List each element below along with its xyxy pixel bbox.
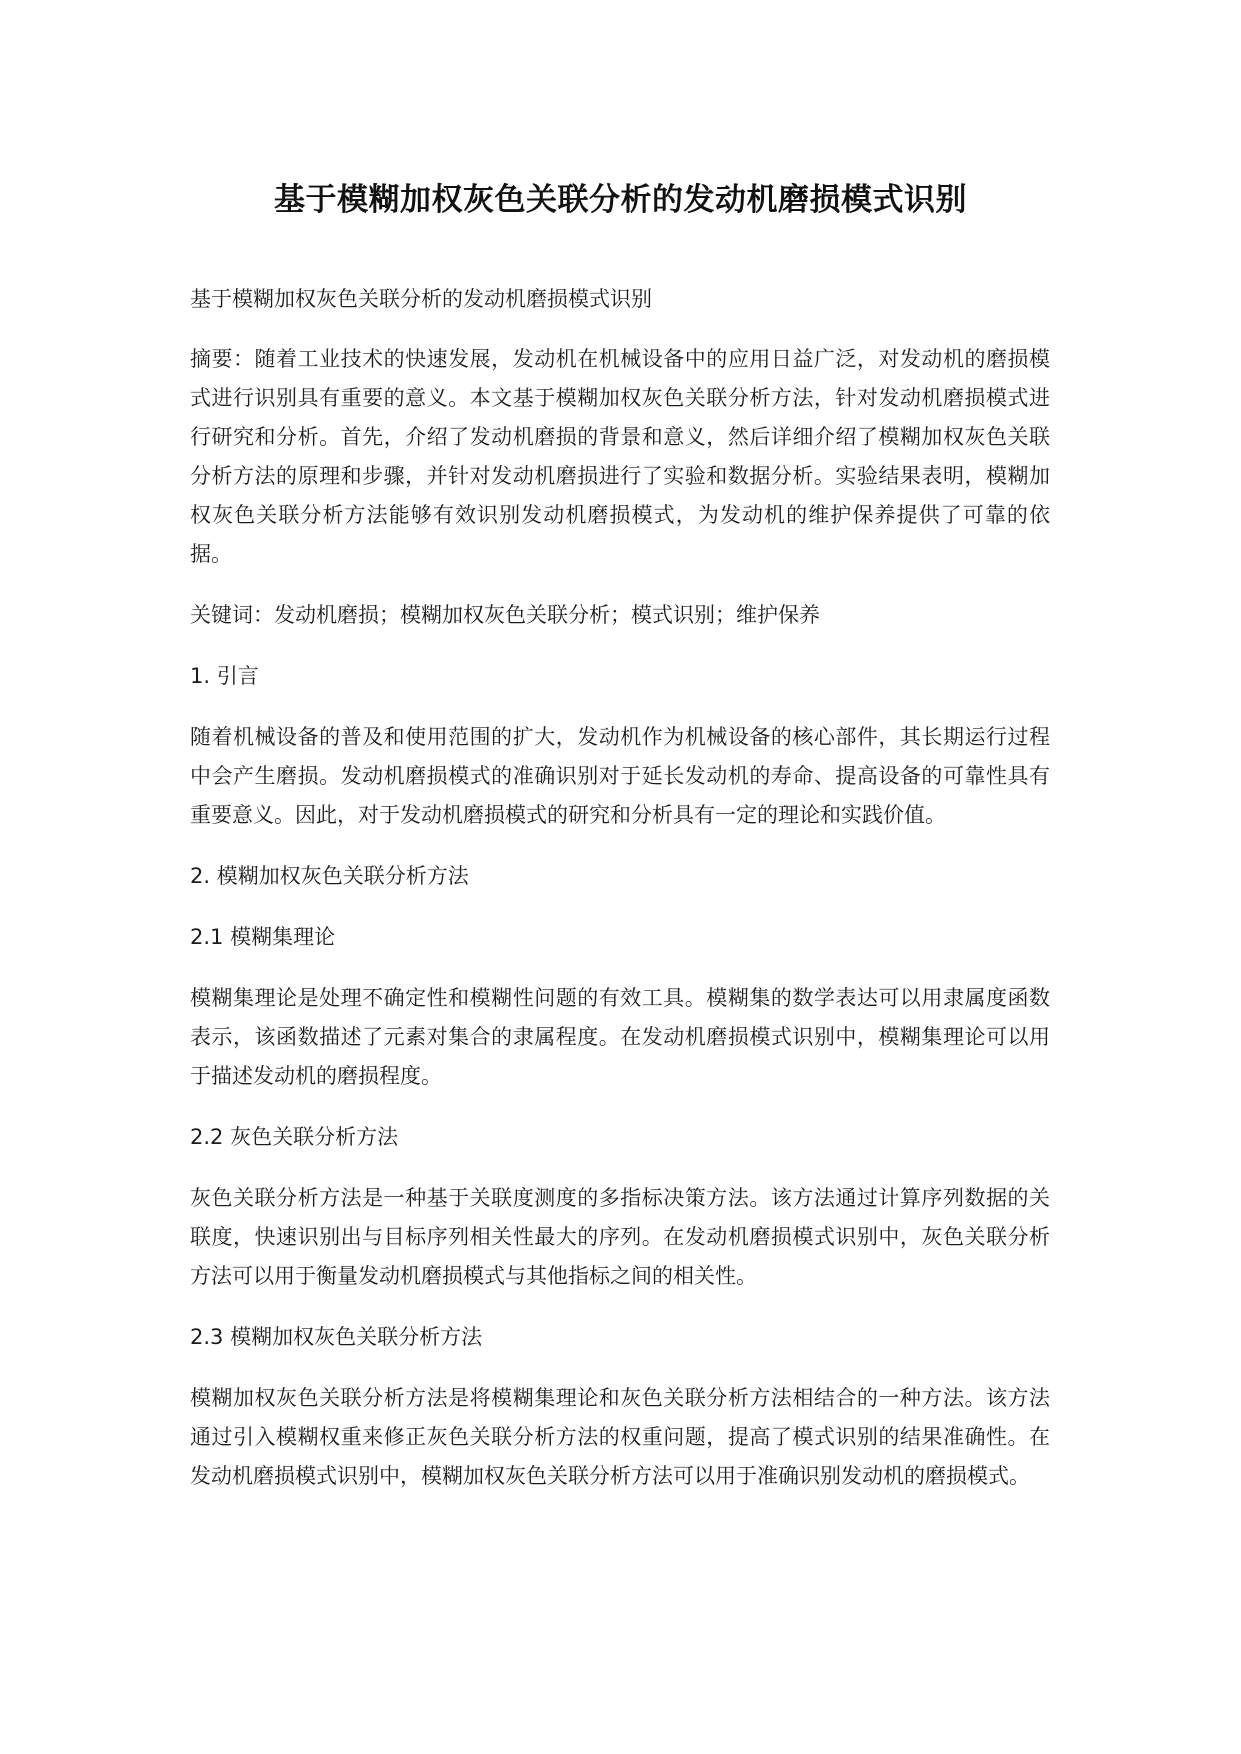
section-heading-method: 2. 模糊加权灰色关联分析方法 <box>190 864 469 888</box>
keywords-line: 关键词：发动机磨损；模糊加权灰色关联分析；模式识别；维护保养 <box>190 603 820 627</box>
fuzzy-weighted-paragraph: 模糊加权灰色关联分析方法是将模糊集理论和灰色关联分析方法相结合的一种方法。该方法通过引入模糊权重来修正灰色关联分析方法的权重问题，提高了模式识别的结果准确性。在发动机磨损模式识别中，模糊加权灰色关联分析方法可以用于准确识别发动机的磨损模式。 <box>190 1386 1050 1488</box>
subsection-heading-grey-relational: 2.2 灰色关联分析方法 <box>190 1125 399 1149</box>
subtitle: 基于模糊加权灰色关联分析的发动机磨损模式识别 <box>190 287 652 311</box>
section-heading-introduction: 1. 引言 <box>190 664 259 688</box>
abstract-paragraph: 摘要：随着工业技术的快速发展，发动机在机械设备中的应用日益广泛，对发动机的磨损模式进行识别具有重要的意义。本文基于模糊加权灰色关联分析方法，针对发动机磨损模式进行研究和分析。首先，介绍了发动机磨损的背景和意义，然后详细介绍了模糊加权灰色关联分析方法的原理和步骤，并针对发动机磨损进行了实验和数据分析。实验结果表明，模糊加权灰色关联分析方法能够有效识别发动机磨损模式，为发动机的维护保养提供了可靠的依据。 <box>190 347 1050 566</box>
page-title: 基于模糊加权灰色关联分析的发动机磨损模式识别 <box>274 182 967 218</box>
grey-relational-paragraph: 灰色关联分析方法是一种基于关联度测度的多指标决策方法。该方法通过计算序列数据的关联度，快速识别出与目标序列相关性最大的序列。在发动机磨损模式识别中，灰色关联分析方法可以用于衡量发动机磨损模式与其他指标之间的相关性。 <box>190 1186 1050 1288</box>
document-body <box>190 280 1050 1496</box>
introduction-paragraph: 随着机械设备的普及和使用范围的扩大，发动机作为机械设备的核心部件，其长期运行过程中会产生磨损。发动机磨损模式的准确识别对于延长发动机的寿命、提高设备的可靠性具有重要意义。因此，对于发动机磨损模式的研究和分析具有一定的理论和实践价值。 <box>190 725 1050 827</box>
subsection-heading-fuzzy-set: 2.1 模糊集理论 <box>190 925 336 949</box>
fuzzy-set-paragraph: 模糊集理论是处理不确定性和模糊性问题的有效工具。模糊集的数学表达可以用隶属度函数表示，该函数描述了元素对集合的隶属程度。在发动机磨损模式识别中，模糊集理论可以用于描述发动机的磨损程度。 <box>190 986 1050 1088</box>
subsection-heading-fuzzy-weighted: 2.3 模糊加权灰色关联分析方法 <box>190 1325 483 1349</box>
